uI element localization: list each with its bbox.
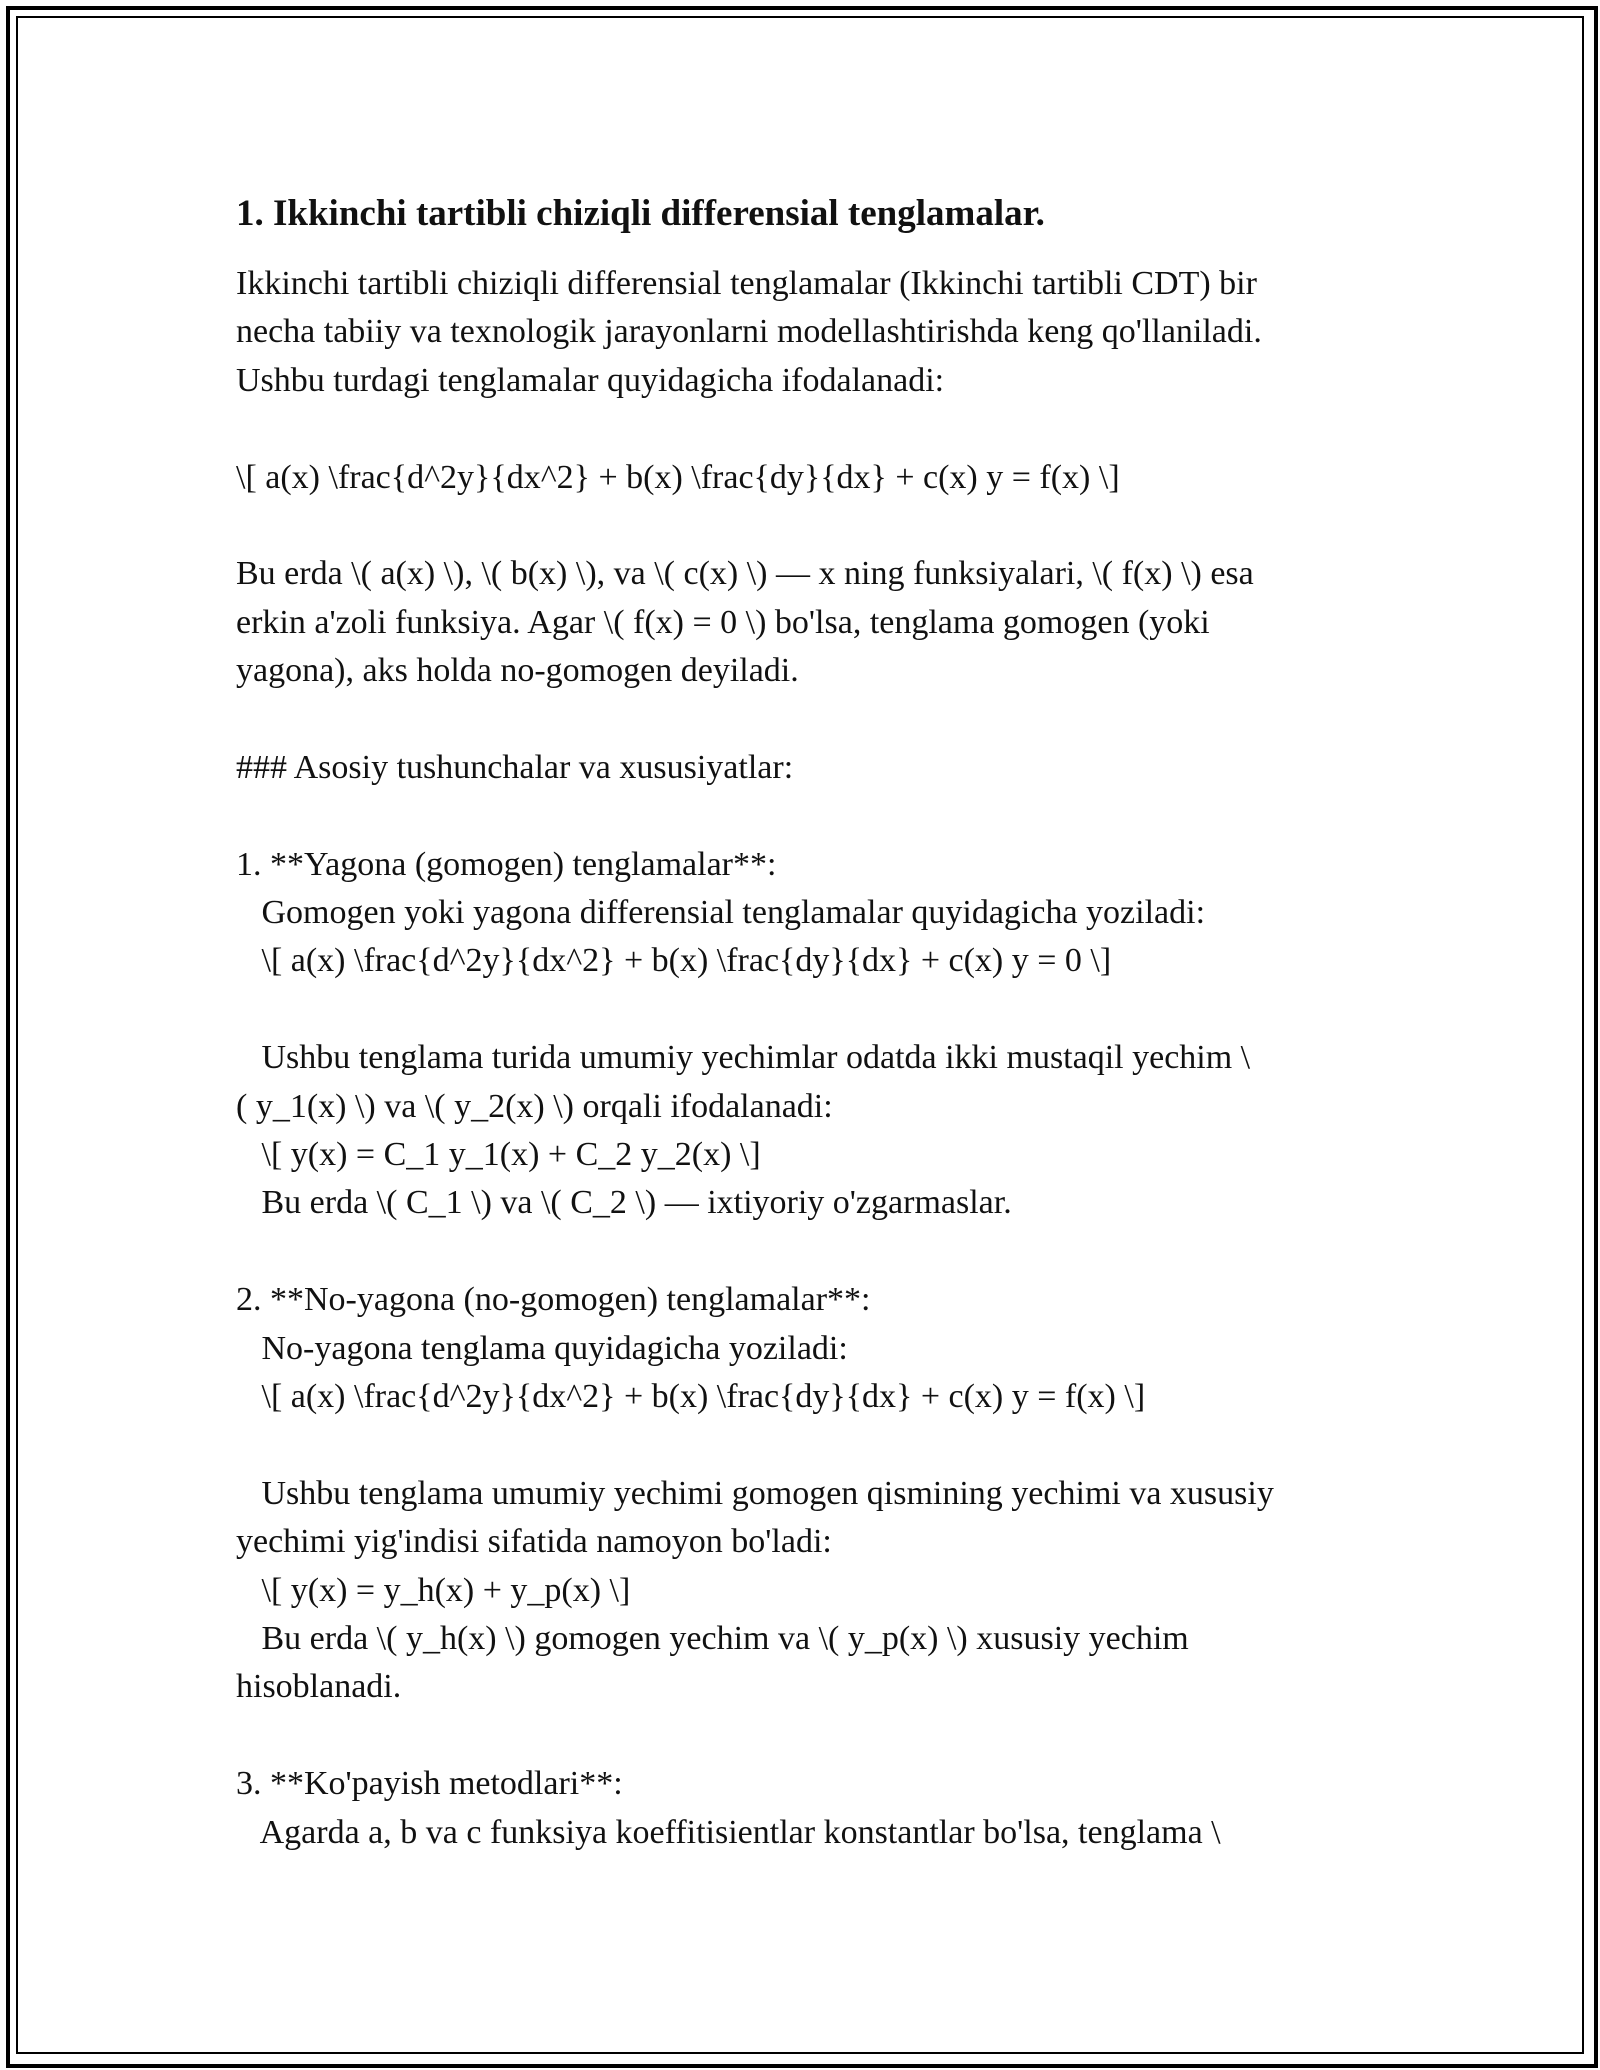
text-line: Bu erda \( C_1 \) va \( C_2 \) — ixtiyoriy o'zgarmaslar. [236, 1184, 1012, 1222]
text-line: \[ y(x) = C_1 y_1(x) + C_2 y_2(x) \] [236, 1136, 761, 1174]
blank-line [236, 792, 1366, 840]
text-line: necha tabiiy va texnologik jarayonlarni modellashtirishda keng qo'llaniladi. [236, 313, 1262, 351]
text-line: \[ a(x) \frac{d^2y}{dx^2} + b(x) \frac{dy}{dx} + c(x) y = f(x) \] [236, 1377, 1146, 1415]
text-line: \[ a(x) \frac{d^2y}{dx^2} + b(x) \frac{dy}{dx} + c(x) y = 0 \] [236, 942, 1112, 980]
text-line: Bu erda \( y_h(x) \) gomogen yechim va \( y_p(x) \) xususiy yechim [236, 1619, 1189, 1657]
text-line: erkin a'zoli funksiya. Agar \( f(x) = 0 \) bo'lsa, tenglama gomogen (yoki [236, 603, 1210, 641]
text-line: 2. **No-yagona (no-gomogen) tenglamalar**: [236, 1281, 871, 1319]
blank-line [236, 986, 1366, 1034]
text-line: Bu erda \( a(x) \), \( b(x) \), va \( c(x) \) — x ning funksiyalari, \( f(x) \) esa [236, 555, 1254, 593]
blank-line [236, 696, 1366, 744]
text-line: Ushbu tenglama umumiy yechimi gomogen qismining yechimi va xususiy [236, 1474, 1274, 1512]
text-line: Gomogen yoki yagona differensial tenglamalar quyidagicha yoziladi: [236, 894, 1206, 932]
blank-line [236, 502, 1366, 550]
text-line: yagona), aks holda no-gomogen deyiladi. [236, 652, 799, 690]
text-line: No-yagona tenglama quyidagicha yoziladi: [236, 1329, 848, 1367]
document-heading: 1. Ikkinchi tartibli chiziqli differensial tenglamalar. [236, 193, 1045, 234]
blank-line [236, 1421, 1366, 1469]
text-line: ### Asosiy tushunchalar va xususiyatlar: [236, 748, 794, 786]
text-line: Ikkinchi tartibli chiziqli differensial tenglamalar (Ikkinchi tartibli CDT) bir [236, 265, 1257, 302]
text-line: 3. **Ko'payish metodlari**: [236, 1765, 623, 1803]
text-line: 1. **Yagona (gomogen) tenglamalar**: [236, 845, 777, 883]
blank-line [236, 1712, 1366, 1760]
text-line: ( y_1(x) \) va \( y_2(x) \) orqali ifodalanadi: [236, 1087, 833, 1125]
text-line: Agarda a, b va c funksiya koeffitisientlar konstantlar bo'lsa, tenglama \ [236, 1813, 1221, 1851]
text-line: yechimi yig'indisi sifatida namoyon bo'ladi: [236, 1523, 832, 1561]
text-line: \[ a(x) \frac{d^2y}{dx^2} + b(x) \frac{dy}{dx} + c(x) y = f(x) \] [236, 458, 1120, 496]
document-body [236, 260, 1366, 1857]
text-line: \[ y(x) = y_h(x) + y_p(x) \] [236, 1571, 631, 1609]
text-line: hisoblanadi. [236, 1668, 402, 1706]
blank-line [236, 1228, 1366, 1276]
blank-line [236, 405, 1366, 453]
text-line: Ushbu tenglama turida umumiy yechimlar odatda ikki mustaqil yechim \ [236, 1039, 1251, 1077]
document-page [236, 190, 1366, 1857]
text-line: Ushbu turdagi tenglamalar quyidagicha ifodalanadi: [236, 361, 945, 399]
